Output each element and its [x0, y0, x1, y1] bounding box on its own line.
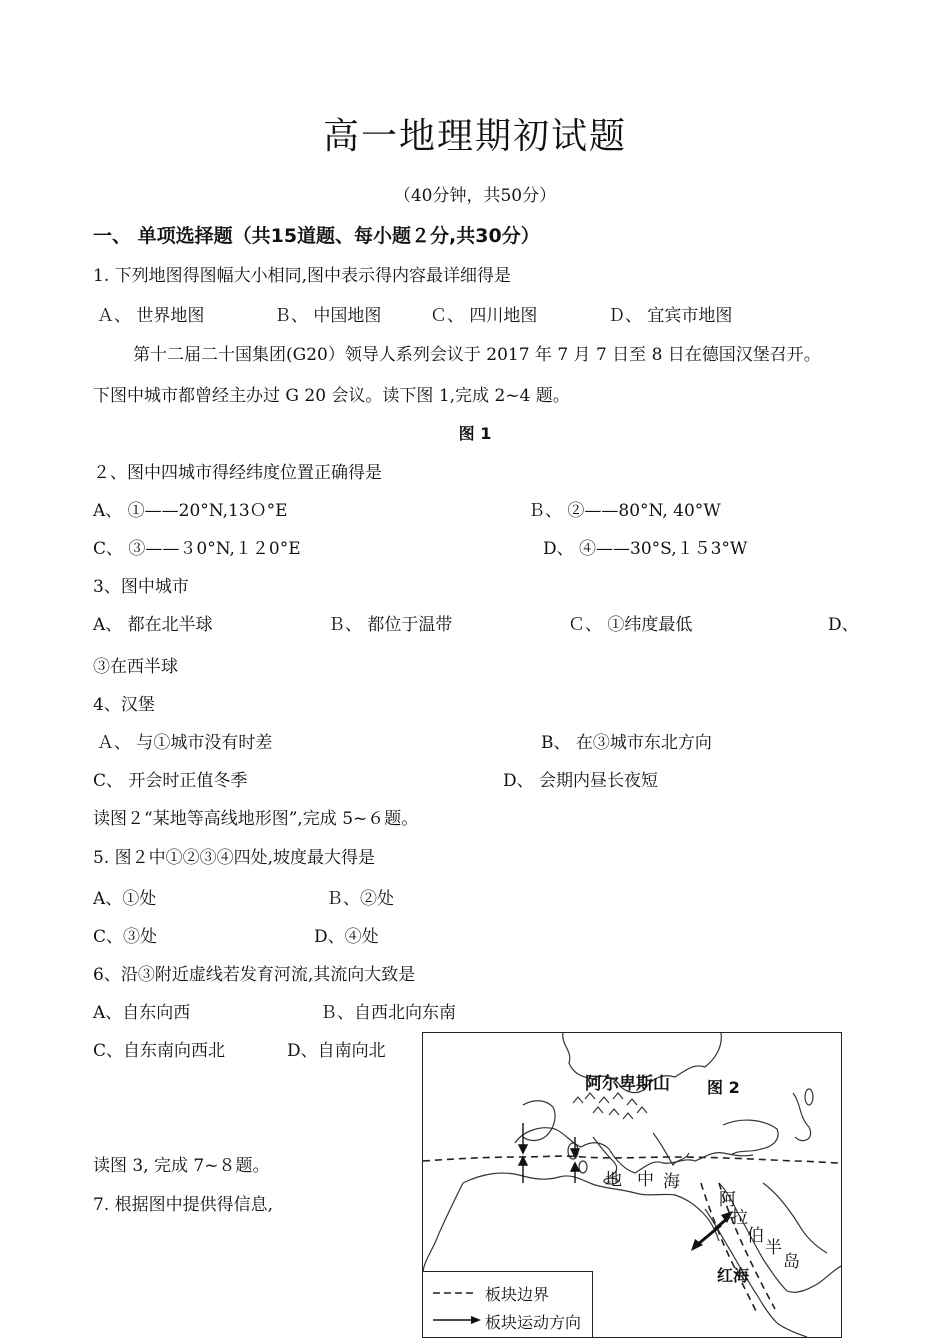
q2-stem: ２、图中四城市得经纬度位置正确得是 — [93, 463, 382, 483]
q1-option-d: Ｄ、 宜宾市地图 — [608, 306, 733, 326]
q1-option-a: Ａ、 世界地图 — [97, 306, 205, 326]
arabia-char-5: 岛 — [783, 1252, 800, 1272]
arabia-char-4: 半 — [765, 1238, 782, 1258]
legend-symbols — [423, 1272, 483, 1338]
q2-option-a: A、 ①——20°N,13Ｏ°E — [93, 501, 288, 521]
q2-option-c: C、 ③——３0°N,１２0°E — [93, 539, 301, 559]
intro-g20-line2: 下图中城市都曾经主办过 G 20 会议。读下图 1,完成 2~4 题。 — [93, 386, 570, 406]
intro-figure-2: 读图２“某地等高线地形图”,完成 5~６题。 — [93, 809, 419, 829]
q4-stem: 4、汉堡 — [93, 695, 155, 715]
arabia-char-1: 阿 — [719, 1190, 736, 1210]
q4-option-c: C、 开会时正值冬季 — [93, 771, 248, 791]
mediterranean-char-1: 地 — [605, 1170, 622, 1190]
q7-stem: 7. 根据图中提供得信息, — [93, 1195, 274, 1215]
q3-option-a: A、 都在北半球 — [93, 615, 213, 635]
page-title: 高一地理期初试题 — [322, 116, 627, 157]
q5-option-a: A、①处 — [93, 889, 157, 909]
q6-option-a: A、自东向西 — [93, 1003, 191, 1023]
intro-figure-3: 读图 3, 完成 7~８题。 — [93, 1156, 270, 1176]
q3-option-d-text: ③在西半球 — [93, 657, 178, 677]
q4-option-b: B、 在③城市东北方向 — [541, 733, 712, 753]
intro-g20-line1: 第十二届二十国集团(G20）领导人系列会议于 2017 年 7 月 7 日至 8 日在德国汉堡召开。 — [133, 345, 821, 365]
q1-option-c: Ｃ、 四川地图 — [430, 306, 538, 326]
figure-1-label: 图 1 — [458, 424, 492, 443]
q2-option-d: D、 ④——30°S,１５3°W — [543, 539, 748, 559]
q6-option-b: Ｂ、自西北向东南 — [320, 1003, 456, 1023]
q3-stem: 3、图中城市 — [93, 577, 189, 597]
section-heading: 一、 单项选择题（共15道题、每小题２分,共30分） — [93, 225, 540, 247]
q3-option-d-label: D、 — [828, 615, 859, 635]
arabia-char-2: 拉 — [731, 1208, 748, 1228]
q3-option-b: Ｂ、 都位于温带 — [328, 615, 453, 635]
q4-option-d: D、 会期内昼长夜短 — [503, 771, 659, 791]
q5-stem: 5. 图２中①②③④四处,坡度最大得是 — [93, 848, 376, 868]
mediterranean-char-2: 中 — [637, 1170, 654, 1190]
plate-boundary-map — [422, 1032, 842, 1338]
q6-option-d: D、自南向北 — [287, 1041, 386, 1061]
q3-option-c: Ｃ、 ①纬度最低 — [568, 615, 693, 635]
q4-option-a: Ａ、 与①城市没有时差 — [97, 733, 273, 753]
q5-option-c: C、③处 — [93, 927, 158, 947]
q5-option-d: D、④处 — [314, 927, 379, 947]
q1-stem: 1. 下列地图得图幅大小相同,图中表示得内容最详细得是 — [93, 266, 512, 286]
arabia-char-3: 伯 — [747, 1226, 764, 1246]
map-legend — [423, 1271, 593, 1338]
legend-plate-motion: 板块运动方向 — [485, 1313, 582, 1332]
q6-option-c: C、自东南向西北 — [93, 1041, 226, 1061]
legend-plate-boundary: 板块边界 — [485, 1285, 550, 1304]
alps-label: 阿尔卑斯山 — [585, 1074, 670, 1094]
q2-option-b: Ｂ、 ②——80°N, 40°W — [528, 501, 721, 521]
q6-stem: 6、沿③附近虚线若发育河流,其流向大致是 — [93, 965, 416, 985]
red-sea-label: 红海 — [717, 1266, 750, 1285]
q1-option-b: Ｂ、 中国地图 — [274, 306, 382, 326]
figure-2-label: 图 2 — [707, 1078, 740, 1097]
q5-option-b: Ｂ、②处 — [326, 889, 394, 909]
exam-time-note: （40分钟，共50分） — [393, 186, 557, 206]
mediterranean-char-3: 海 — [663, 1172, 680, 1192]
